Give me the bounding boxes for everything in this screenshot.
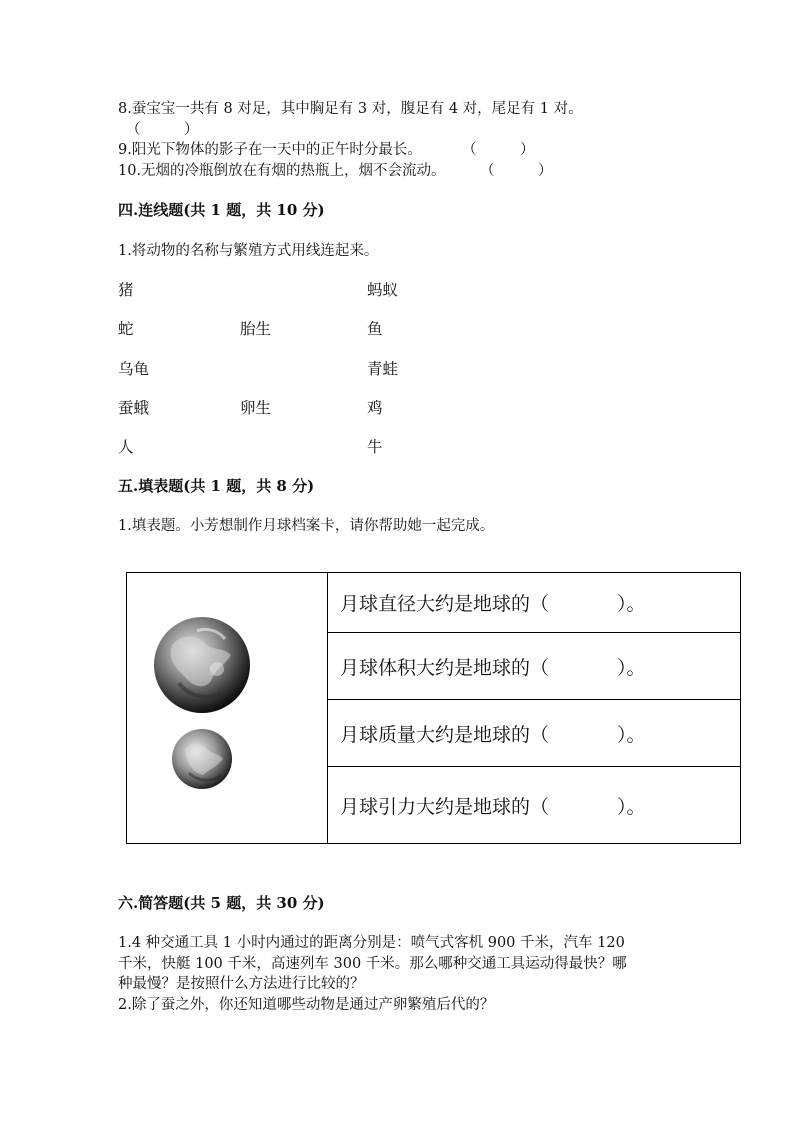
section5-question: 1.填表题。小芳想制作月球档案卡，请你帮助她一起完成。	[118, 518, 495, 534]
moon-row-mass-suffix: ）。	[617, 723, 646, 746]
left-animal-2[interactable]: 蛇	[118, 320, 134, 338]
moon-row-diameter-prefix: 月球直径大约是地球的（	[340, 593, 550, 615]
section4-heading: 四.连线题(共 1 题，共 10 分)	[118, 201, 325, 219]
moon-profile-card	[126, 572, 741, 844]
tf-item-8	[118, 97, 583, 118]
tf-item-9-text: 9.阳光下物体的影子在一天中的正午时分最长。	[118, 142, 422, 158]
section6-q1-line1: 1.4 种交通工具 1 小时内通过的距离分别是：喷气式客机 900 千米，汽车 120	[118, 935, 625, 951]
section6-q1-line2: 千米，快艇 100 千米，高速列车 300 千米。那么哪种交通工具运动得最快？哪	[118, 956, 627, 972]
section5-heading: 五.填表题(共 1 题，共 8 分)	[118, 477, 315, 495]
right-animal-5[interactable]: 牛	[367, 438, 383, 456]
globe-image-cell	[127, 573, 328, 844]
right-animal-4[interactable]: 鸡	[367, 399, 383, 417]
tf-item-8-text: 8.蚕宝宝一共有 8 对足，其中胸足有 3 对，腹足有 4 对，尾足有 1 对。	[118, 101, 583, 117]
moon-row-diameter-suffix: ）。	[617, 593, 646, 615]
section6-q1-line3: 种最慢？是按照什么方法进行比较的？	[118, 976, 365, 992]
left-animal-3[interactable]: 乌龟	[118, 360, 150, 378]
moon-row-mass-prefix: 月球质量大约是地球的（	[340, 723, 550, 746]
moon-row-volume	[328, 633, 741, 700]
moon-row-gravity	[328, 767, 741, 844]
right-animal-2[interactable]: 鱼	[367, 320, 383, 338]
moon-row-gravity-prefix: 月球引力大约是地球的（	[340, 795, 550, 818]
small-globe-icon	[172, 729, 232, 789]
section6-q2: 2.除了蚕之外，你还知道哪些动物是通过产卵繁殖后代的？	[118, 997, 495, 1013]
moon-row-volume-suffix: ）。	[617, 656, 646, 679]
section6-heading: 六.简答题(共 5 题，共 30 分)	[118, 894, 325, 912]
left-animal-5[interactable]: 人	[118, 438, 134, 456]
right-animal-1[interactable]: 蚂蚁	[367, 281, 399, 299]
tf-item-10-text: 10.无烟的冷瓶倒放在有烟的热瓶上，烟不会流动。	[118, 163, 446, 179]
mode-oviparous[interactable]: 卵生	[240, 399, 272, 417]
tf-item-8-answer[interactable]: （ ）	[126, 122, 199, 138]
tf-item-10	[118, 159, 446, 180]
left-animal-4[interactable]: 蚕蛾	[118, 399, 150, 417]
left-animal-1[interactable]: 猪	[118, 281, 134, 299]
moon-row-volume-prefix: 月球体积大约是地球的（	[340, 656, 550, 679]
tf-item-10-answer[interactable]: （ ）	[480, 163, 553, 179]
large-globe-icon	[154, 617, 250, 713]
moon-row-mass	[328, 700, 741, 767]
right-animal-3[interactable]: 青蛙	[367, 360, 399, 378]
tf-item-9-answer[interactable]: （ ）	[462, 142, 535, 158]
moon-row-diameter	[328, 573, 741, 633]
moon-row-gravity-suffix: ）。	[617, 795, 646, 818]
mode-viviparous[interactable]: 胎生	[240, 320, 272, 338]
tf-item-9	[118, 138, 422, 159]
globes-illustration	[127, 573, 327, 844]
section4-question: 1.将动物的名称与繁殖方式用线连起来。	[118, 243, 379, 259]
